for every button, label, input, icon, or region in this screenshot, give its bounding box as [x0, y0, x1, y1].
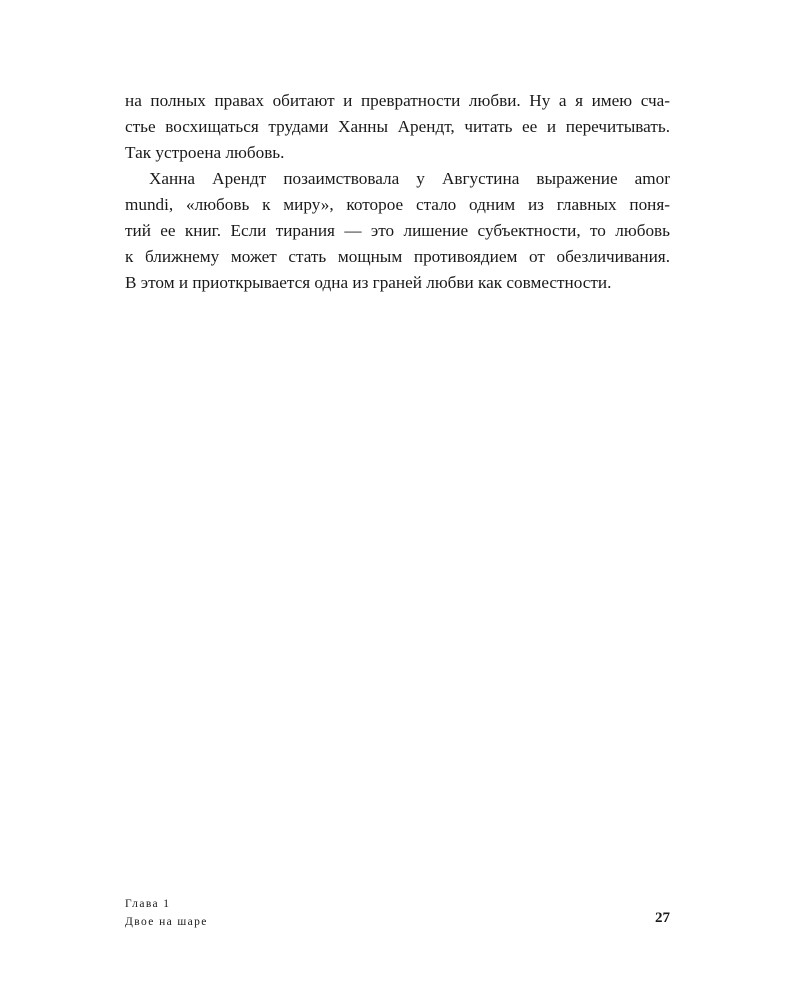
body-line-3: Так устроена любовь.	[125, 143, 285, 162]
body-line-7: к ближнему может стать мощным противоядием от обезличивания.	[125, 247, 670, 266]
body-line-1: на полных правах обитают и превратности любви. Ну а я имею сча-	[125, 91, 670, 110]
page-body	[125, 88, 670, 296]
body-line-4: Ханна Арендт позаимствовала у Августина выражение amor	[149, 169, 670, 188]
chapter-label: Глава 1	[125, 898, 171, 910]
body-line-8: В этом и приоткрывается одна из граней любви как совместности.	[125, 273, 612, 292]
running-footer	[125, 895, 208, 931]
body-line-6: тий ее книг. Если тирания — это лишение субъектности, то любовь	[125, 221, 670, 240]
body-line-2: стье восхищаться трудами Ханны Арендт, читать ее и перечитывать.	[125, 117, 670, 136]
body-line-5: mundi, «любовь к миру», которое стало одним из главных поня-	[125, 195, 670, 214]
chapter-title: Двое на шаре	[125, 916, 208, 928]
page-number: 27	[655, 910, 670, 926]
